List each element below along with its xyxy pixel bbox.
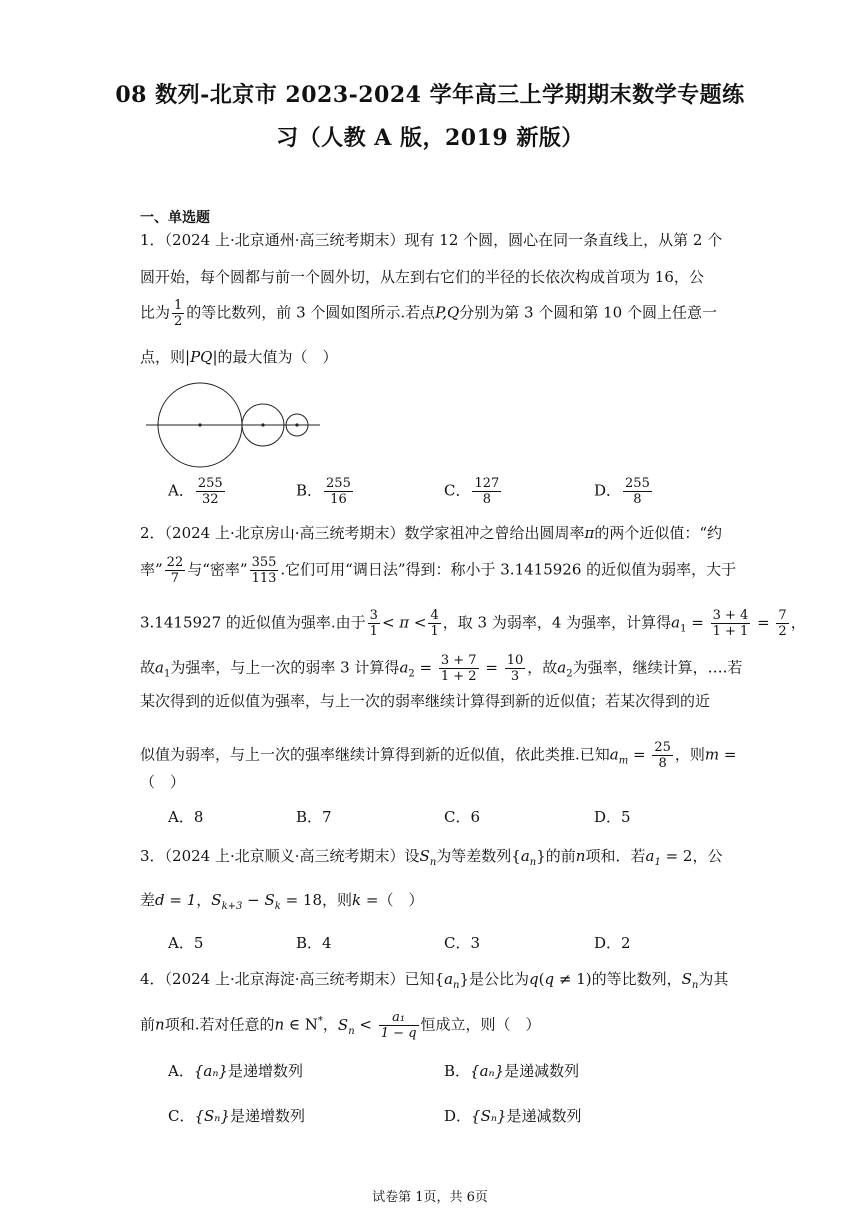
q1-option-d[interactable]: D． $\frac{255}{8}$ [594, 476, 650, 507]
q3-line2: 差d = 1，$S_{k+3} - S_k = 18$，则k =（ ） [140, 891, 424, 912]
q4-option-b[interactable]: B．{aₙ}是递减数列 [444, 1062, 580, 1080]
section-heading: 一、单选题 [140, 210, 210, 226]
center-dot [295, 423, 298, 426]
q3-option-d[interactable]: D．2 [594, 934, 631, 952]
q2-line1: 2．（2024 上·北京房山·高三统考期末）数学家祖冲之曾给出圆周率π的两个近似值：“约 [140, 524, 723, 542]
q1-line4: 点，则|PQ|的最大值为（ ） [140, 348, 338, 366]
circles-figure [144, 378, 324, 472]
q2-option-d[interactable]: D．5 [594, 808, 631, 826]
q2-option-b[interactable]: B．7 [296, 808, 332, 826]
math-abs-pq: |PQ| [185, 348, 218, 366]
q4-line2: 前n项和.若对任意的n ∈ N*，$S_n$ < $\frac{\text{a₁}}{1 - q}$ 恒成立，则（ ） [140, 1010, 541, 1041]
page-title-line2: 习（人教 A 版，2019 新版） [276, 125, 584, 151]
q2-line3: 3.1415927 的近似值为强率.由于 $\frac{3}{1}$ < π < $\frac{4}{1}$ ，取 3 为弱率，4 为强率，计算得$a_1$ = $\frac{3 + 4}{1 + 1}$ = $\frac{7}{2}$ ， [140, 608, 806, 639]
q1-text: 比为 [140, 303, 171, 322]
page-footer: 试卷第 1页，共 6页 [372, 1190, 488, 1205]
q1-option-a[interactable]: A． $\frac{255}{32}$ [168, 476, 223, 507]
q1-option-c[interactable]: C． $\frac{127}{8}$ [444, 476, 500, 507]
q2-line6: 似值为弱率，与上一次的强率继续计算得到新的近似值，依此类推.已知$a_m$ = $\frac{25}{8}$ ，则m = [140, 740, 737, 771]
q4-option-c[interactable]: C．{Sₙ}是递增数列 [168, 1107, 305, 1125]
q2-line7: （ ） [140, 773, 186, 791]
q1-text: 的等比数列，前 3 个圆如图所示.若点 [186, 303, 436, 322]
q2-line5: 某次得到的近似值为强率，与上一次的弱率继续计算得到新的近似值；若某次得到的近 [140, 692, 711, 710]
q3-option-a[interactable]: A．5 [168, 934, 204, 952]
q2-line2: 率” $\frac{22}{7}$ 与“密率” $\frac{355}{113}$ .它们可用“调日法”得到：称小于 3.1415926 的近似值为弱率，大于 [140, 555, 737, 586]
q4-option-a[interactable]: A．{aₙ}是递增数列 [168, 1062, 303, 1080]
math-pq: P,Q [435, 303, 460, 322]
q1-text: 分别为第 3 个圆和第 10 个圆上任意一 [459, 303, 717, 322]
q1-line1: 1．（2024 上·北京通州·高三统考期末）现有 12 个圆，圆心在同一条直线上，从第 2 个 [140, 231, 723, 249]
q1-line3 [140, 298, 717, 329]
page-title-line1: 08 数列-北京市 2023-2024 学年高三上学期期末数学专题练 [115, 82, 745, 108]
q1-line2: 圆开始，每个圆都与前一个圆外切，从左到右它们的半径的长依次构成首项为 16，公 [140, 268, 704, 286]
q4-option-d[interactable]: D．{Sₙ}是递减数列 [444, 1107, 582, 1125]
q2-line4: 故$a_1$为强率，与上一次的弱率 3 计算得$a_2$ = $\frac{3 + 7}{1 + 2}$ = $\frac{10}{3}$ ，故$a_2$为强率，继续计算，….若 [140, 653, 743, 684]
fraction: $\frac{1}{2}$ [174, 298, 183, 329]
math-pi: π [584, 524, 595, 542]
q3-line1: 3．（2024 上·北京顺义·高三统考期末）设$S_n$为等差数列$\{a_n\}$的前n项和．若$a_1 = 2$，公 [140, 847, 723, 868]
q2-option-c[interactable]: C．6 [444, 808, 481, 826]
q3-option-b[interactable]: B．4 [296, 934, 332, 952]
q1-option-b[interactable]: B． $\frac{255}{16}$ [296, 476, 351, 507]
center-dot [261, 423, 264, 426]
center-dot [198, 423, 201, 426]
q3-option-c[interactable]: C．3 [444, 934, 481, 952]
q4-line1: 4．（2024 上·北京海淀·高三统考期末）已知$\{a_n\}$是公比为q(q ≠ 1)的等比数列，$S_n$为其 [140, 970, 729, 991]
q2-option-a[interactable]: A．8 [168, 808, 204, 826]
